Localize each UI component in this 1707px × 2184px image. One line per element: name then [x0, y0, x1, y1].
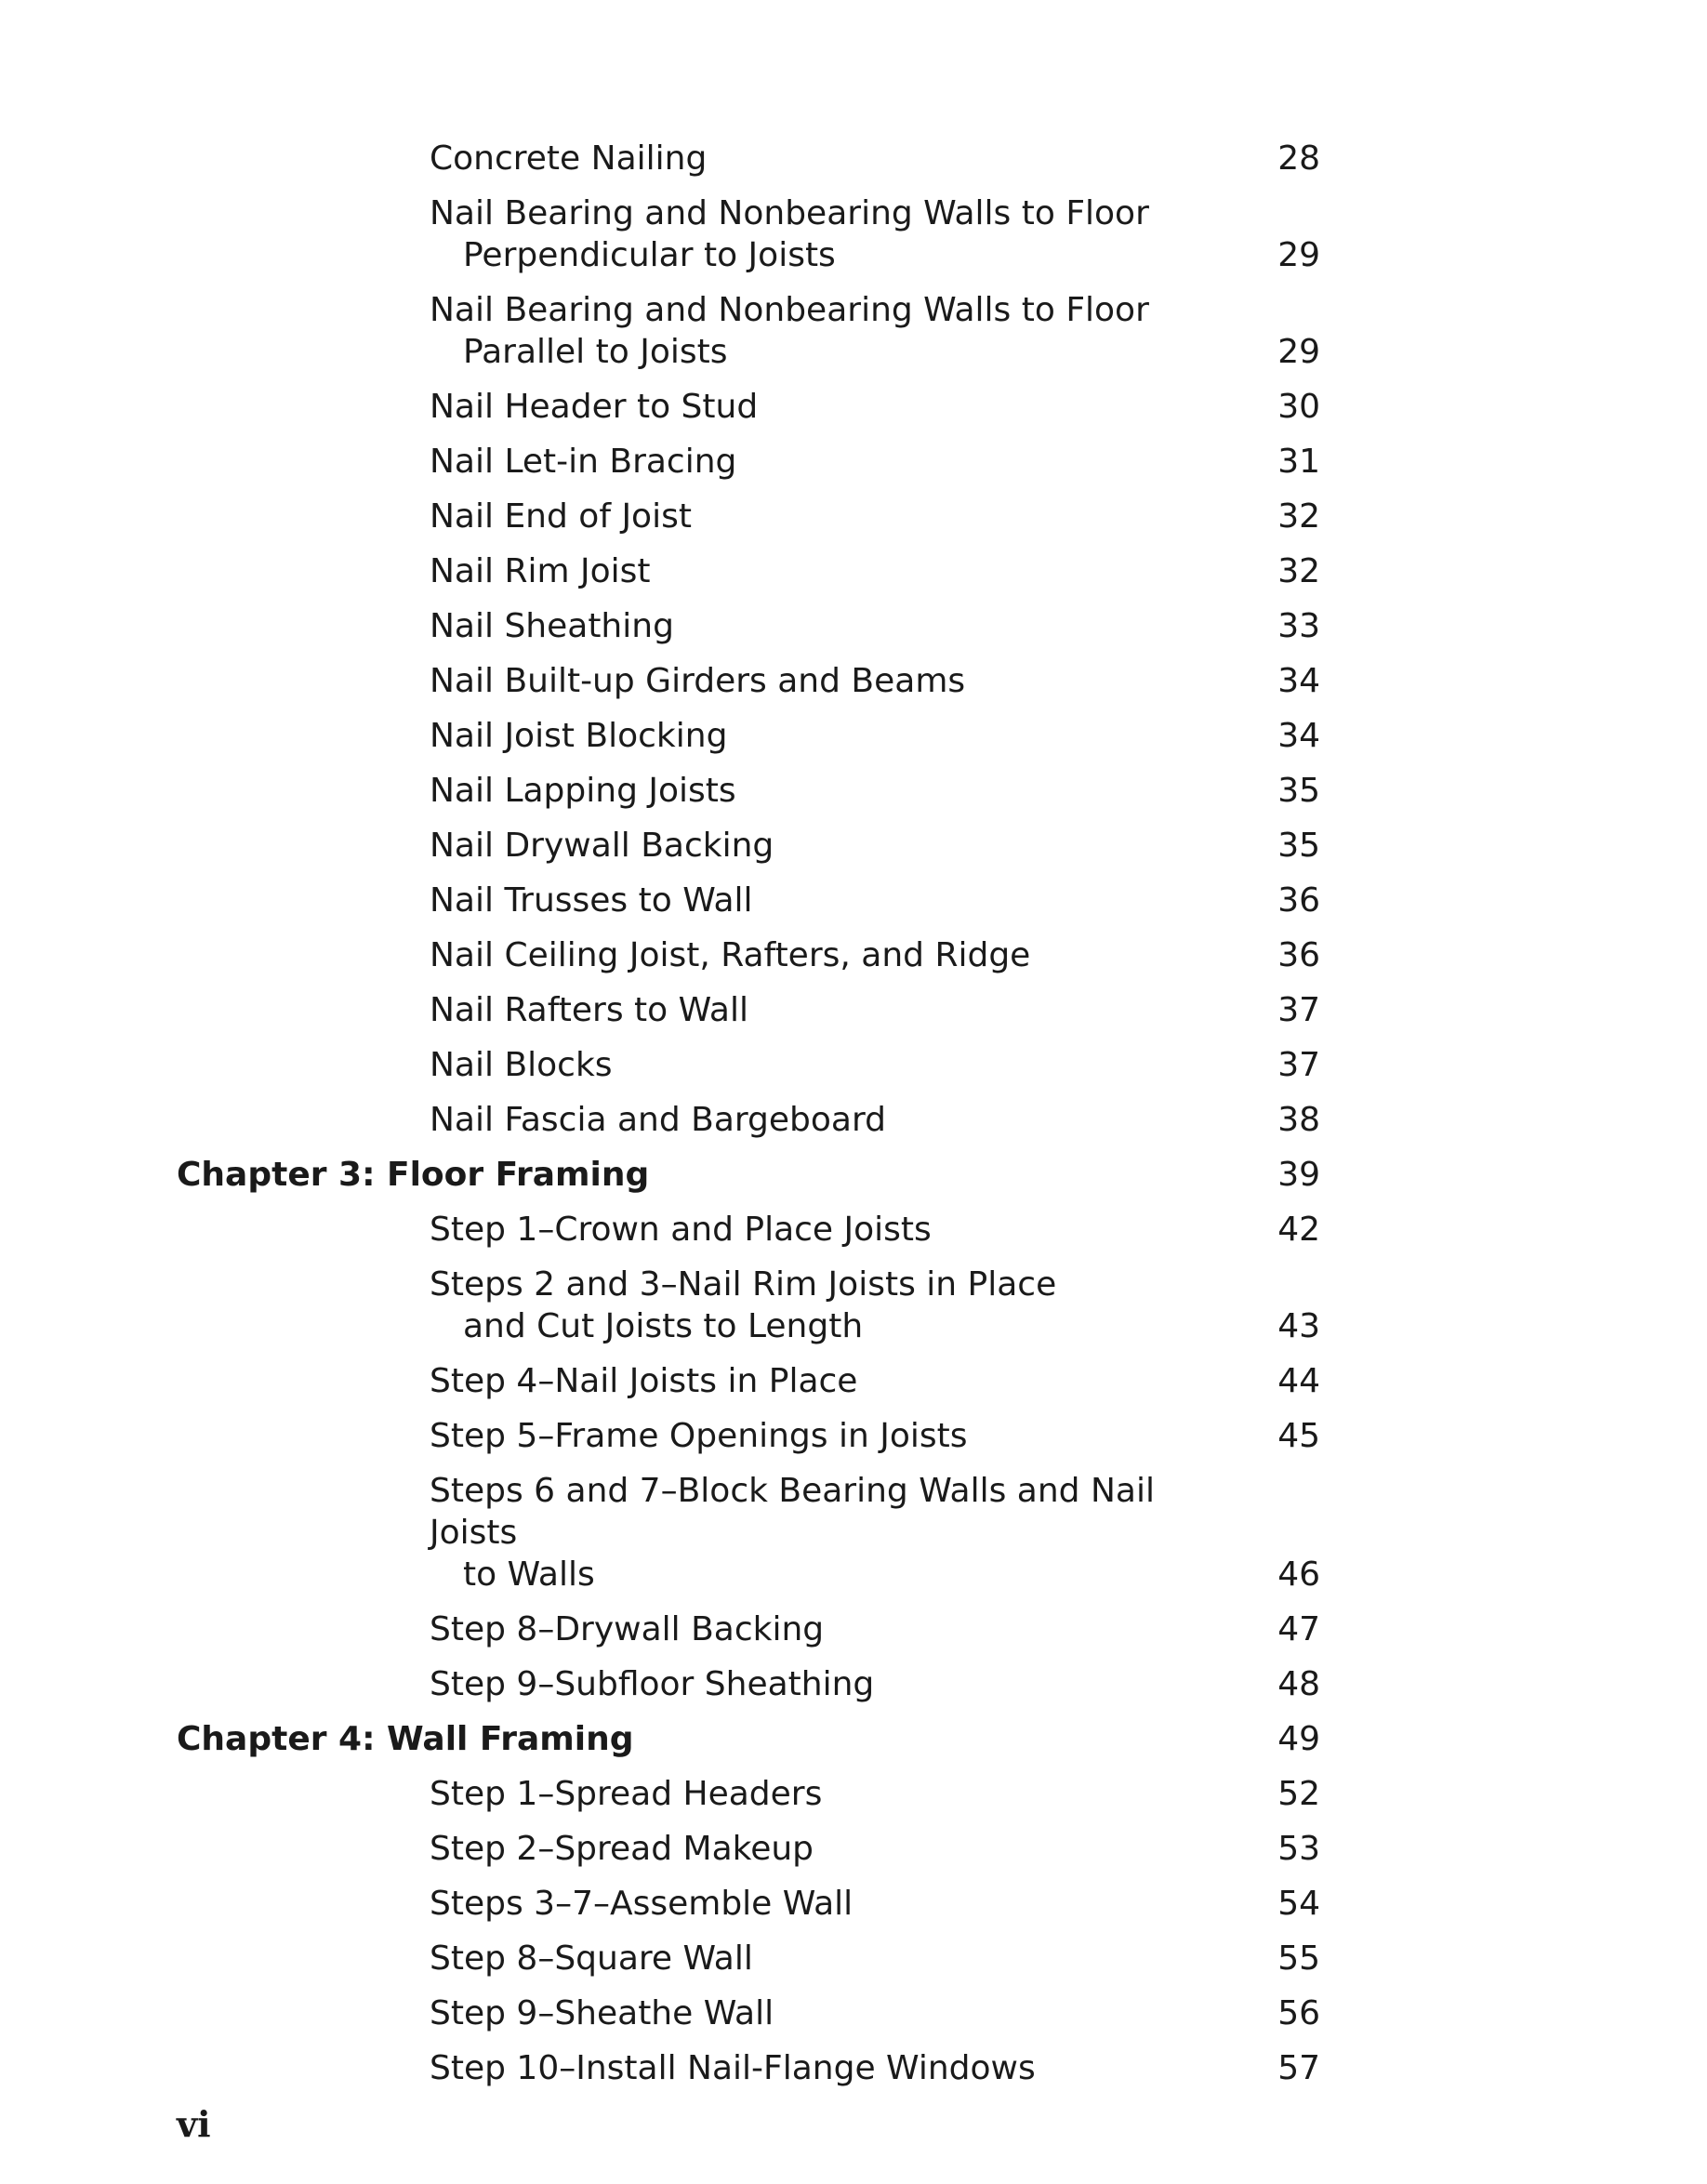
entry-title-continuation: Parallel to Joists	[463, 333, 728, 371]
toc-entry	[0, 1470, 1707, 1595]
entry-title-line: Nail Blocks	[430, 1046, 613, 1084]
chapter-title	[177, 1718, 939, 1760]
toc-entry	[0, 138, 1707, 179]
toc-entry	[0, 605, 1707, 647]
entry-title	[430, 2047, 1192, 2089]
entry-title-line: Nail Drywall Backing	[430, 827, 774, 865]
entry-title-line: Nail Ceiling Joist, Rafters, and Ridge	[430, 936, 1031, 974]
entry-title-line: Nail Trusses to Wall	[430, 881, 753, 920]
entry-title-line: Nail Joist Blocking	[430, 717, 728, 755]
entry-title	[430, 1264, 1192, 1347]
toc-entry	[0, 1828, 1707, 1870]
entry-title	[430, 1608, 1192, 1650]
page-number: 42	[1277, 1211, 1320, 1249]
entry-title-line: Nail Header to Stud	[430, 388, 759, 426]
entry-title	[430, 1938, 1192, 1979]
page-number: 35	[1277, 772, 1320, 810]
toc-entry	[0, 1938, 1707, 1979]
entry-title-line: Step 1–Crown and Place Joists	[430, 1211, 932, 1249]
entry-title	[430, 1470, 1192, 1595]
toc-entry	[0, 1992, 1707, 2034]
page-number: 29	[1277, 333, 1320, 371]
entry-title	[430, 1209, 1192, 1251]
toc-entry	[0, 715, 1707, 757]
entry-title	[430, 934, 1192, 976]
entry-title-line: Nail Rafters to Wall	[430, 991, 748, 1029]
page-number: 37	[1277, 991, 1320, 1029]
entry-title-line: Nail Bearing and Nonbearing Walls to Floor	[430, 194, 1149, 232]
page-number: 34	[1277, 662, 1320, 700]
page-number: 38	[1277, 1101, 1320, 1139]
entry-title	[430, 138, 1192, 179]
entry-title	[430, 1663, 1192, 1705]
page-number: 43	[1277, 1307, 1320, 1345]
entry-title-line: Nail End of Joist	[430, 497, 692, 536]
entry-title-line: Chapter 3: Floor Framing	[177, 1156, 650, 1194]
entry-title-line: Nail Fascia and Bargeboard	[430, 1101, 887, 1139]
toc-entry	[0, 1264, 1707, 1347]
toc-entry	[0, 496, 1707, 537]
toc-chapter-heading	[0, 1154, 1707, 1196]
toc-entry	[0, 1099, 1707, 1141]
toc-chapter-heading	[0, 1718, 1707, 1760]
page-number: 37	[1277, 1046, 1320, 1084]
entry-title	[430, 192, 1192, 276]
page-number: 44	[1277, 1362, 1320, 1400]
entry-title	[430, 1992, 1192, 2034]
entry-title-line: Step 9–Subfloor Sheathing	[430, 1665, 875, 1703]
entry-title-line: Step 8–Square Wall	[430, 1939, 753, 1978]
page-number: 32	[1277, 552, 1320, 590]
page-number: 35	[1277, 827, 1320, 865]
toc-entry	[0, 1883, 1707, 1925]
toc-entry	[0, 880, 1707, 921]
toc-entry	[0, 289, 1707, 373]
toc-entry	[0, 770, 1707, 812]
entry-title-line: Nail Let-in Bracing	[430, 443, 737, 481]
entry-title-line: Nail Rim Joist	[430, 552, 651, 590]
entry-title-line: Step 1–Spread Headers	[430, 1775, 823, 1813]
page-number: 31	[1277, 443, 1320, 481]
entry-title	[430, 496, 1192, 537]
entry-title-continuation: and Cut Joists to Length	[463, 1307, 864, 1345]
entry-title-line: Step 8–Drywall Backing	[430, 1610, 825, 1648]
page-number: 53	[1277, 1830, 1320, 1868]
entry-title-line: Step 5–Frame Openings in Joists	[430, 1417, 968, 1455]
entry-title	[430, 289, 1192, 373]
entry-title	[430, 660, 1192, 702]
toc-entry	[0, 1415, 1707, 1457]
entry-title-continuation: to Walls	[463, 1555, 595, 1594]
page-number: 55	[1277, 1939, 1320, 1978]
page-number: 56	[1277, 1994, 1320, 2032]
toc-entry	[0, 550, 1707, 592]
entry-title	[430, 1099, 1192, 1141]
entry-title	[430, 1773, 1192, 1815]
toc-entry	[0, 1044, 1707, 1086]
page-number: 30	[1277, 388, 1320, 426]
entry-title-continuation: Perpendicular to Joists	[463, 236, 836, 274]
toc-entry	[0, 1773, 1707, 1815]
page-number: 29	[1277, 236, 1320, 274]
entry-title	[430, 1828, 1192, 1870]
page-number: 36	[1277, 881, 1320, 920]
table-of-contents	[0, 138, 1707, 2102]
page-number: 52	[1277, 1775, 1320, 1813]
page-number: 49	[1277, 1720, 1320, 1758]
page-number: 48	[1277, 1665, 1320, 1703]
page-number: 34	[1277, 717, 1320, 755]
entry-title-line: Nail Lapping Joists	[430, 772, 736, 810]
toc-entry	[0, 1209, 1707, 1251]
toc-entry	[0, 934, 1707, 976]
toc-entry	[0, 1360, 1707, 1402]
entry-title-line: Step 4–Nail Joists in Place	[430, 1362, 858, 1400]
toc-entry	[0, 660, 1707, 702]
toc-entry	[0, 989, 1707, 1031]
entry-title	[430, 1360, 1192, 1402]
entry-title-line: Step 10–Install Nail-Flange Windows	[430, 2049, 1036, 2087]
entry-title-line: Steps 3–7–Assemble Wall	[430, 1885, 854, 1923]
entry-title	[430, 386, 1192, 428]
entry-title-line: Nail Bearing and Nonbearing Walls to Floor	[430, 291, 1149, 329]
page-number: 46	[1277, 1555, 1320, 1594]
entry-title-line: Nail Sheathing	[430, 607, 674, 645]
entry-title-line: Steps 2 and 3–Nail Rim Joists in Place	[430, 1265, 1057, 1304]
toc-entry	[0, 2047, 1707, 2089]
page-folio: vi	[177, 2103, 211, 2145]
page-number: 39	[1277, 1156, 1320, 1194]
page-number: 33	[1277, 607, 1320, 645]
entry-title	[430, 441, 1192, 483]
page-number: 45	[1277, 1417, 1320, 1455]
entry-title-line: Step 9–Sheathe Wall	[430, 1994, 774, 2032]
entry-title	[430, 605, 1192, 647]
entry-title	[430, 550, 1192, 592]
toc-entry	[0, 1663, 1707, 1705]
page-number: 47	[1277, 1610, 1320, 1648]
toc-entry	[0, 441, 1707, 483]
page-number: 57	[1277, 2049, 1320, 2087]
page-number: 32	[1277, 497, 1320, 536]
entry-title	[430, 989, 1192, 1031]
entry-title	[430, 1044, 1192, 1086]
entry-title-line: Nail Built-up Girders and Beams	[430, 662, 966, 700]
entry-title	[430, 880, 1192, 921]
chapter-title	[177, 1154, 939, 1196]
toc-entry	[0, 192, 1707, 276]
entry-title-line: Steps 6 and 7–Block Bearing Walls and Nail Joists	[430, 1472, 1155, 1552]
toc-entry	[0, 386, 1707, 428]
page-number: 54	[1277, 1885, 1320, 1923]
entry-title-line: Concrete Nailing	[430, 139, 708, 178]
entry-title	[430, 715, 1192, 757]
entry-title	[430, 825, 1192, 867]
entry-title	[430, 1883, 1192, 1925]
entry-title	[430, 1415, 1192, 1457]
entry-title-line: Step 2–Spread Makeup	[430, 1830, 814, 1868]
toc-entry	[0, 1608, 1707, 1650]
entry-title	[430, 770, 1192, 812]
page-number: 28	[1277, 139, 1320, 178]
page-number: 36	[1277, 936, 1320, 974]
toc-entry	[0, 825, 1707, 867]
entry-title-line: Chapter 4: Wall Framing	[177, 1720, 634, 1758]
